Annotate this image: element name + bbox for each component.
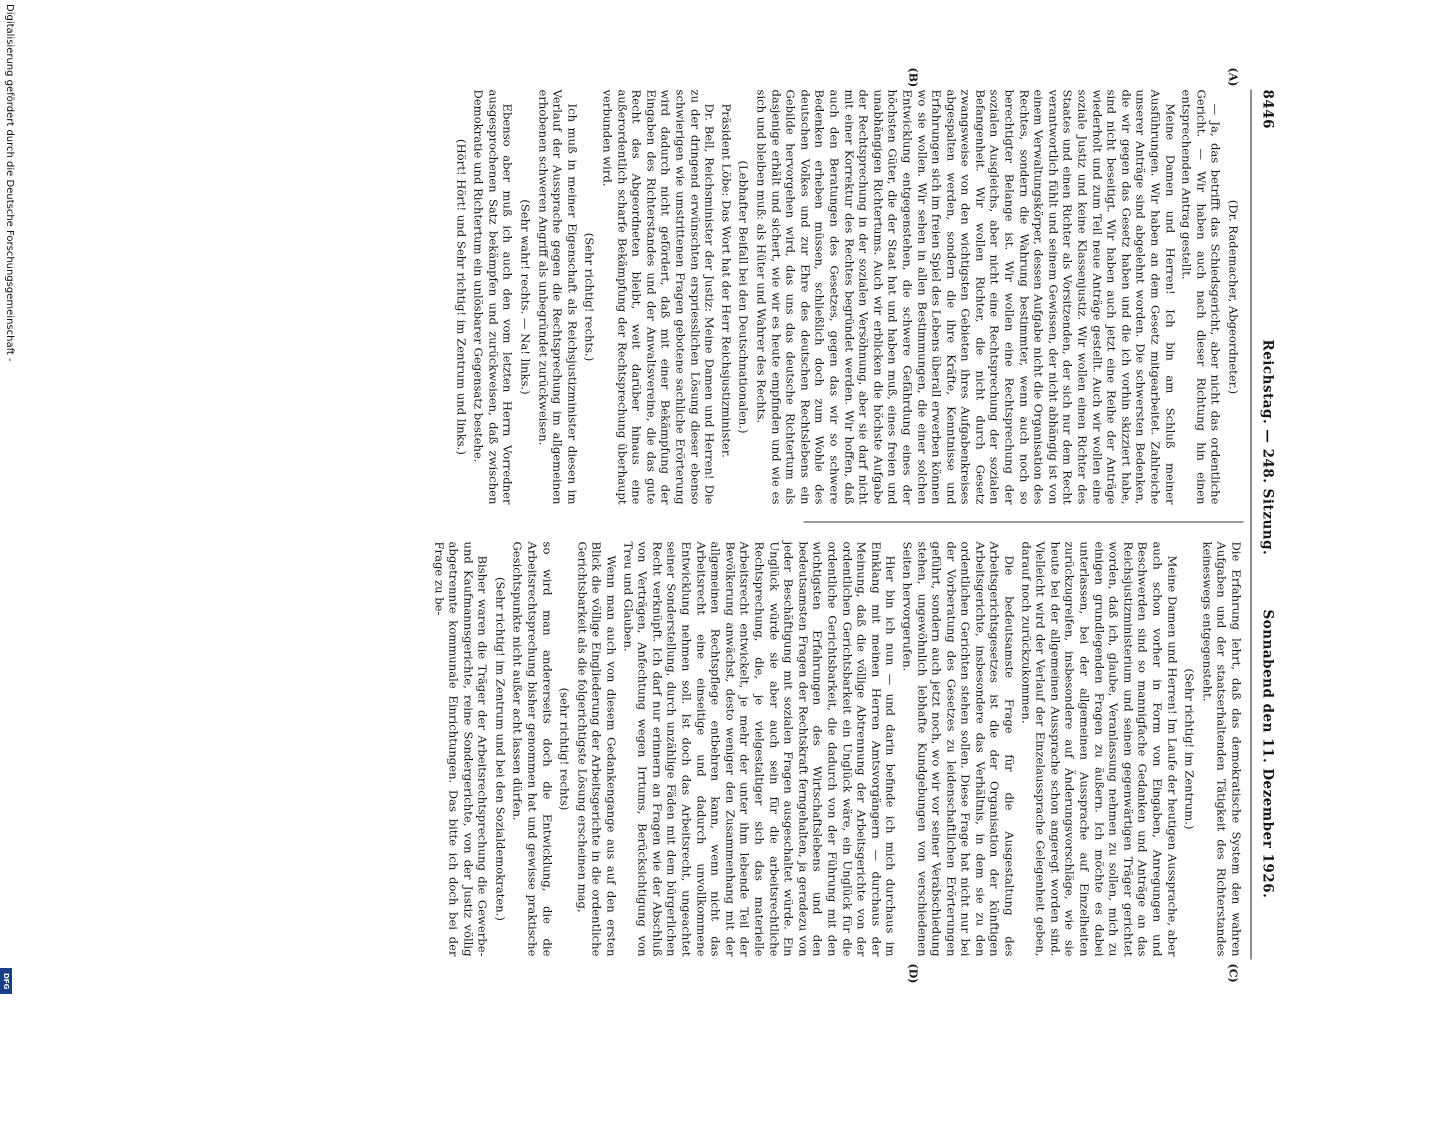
dfg-logo: DFG	[0, 968, 12, 994]
interjection: (Sehr richtig! im Zentrum.)	[1182, 668, 1197, 830]
column-divider	[804, 522, 1244, 523]
paragraph: Hier bin ich nun — und darin befinde ich mich durchaus im Einklang mit meinen Herren Amtsvorgängern — durchaus der Meinung, daß die völlige Abtrennung der Arbeitsgerichte von der ordentlichen Gerichtsbarkeit ein Unglück wäre, ein Unglück für die ordentliche Gerichtsbarkeit, die dadurch von der Führung mit den wichtigsten Erfahrungen des Wirtschaftslebens und den bedeutsamsten Fragen der Rechtskraft ferngehalten, ja geradezu von jeder Beschäftigung mit sozialen Fragen ausgeschaltet würde. Ein Unglück würde sie aber auch sein für die arbeitsrechtliche Rechtsprechung, die, je vielgestaltiger sich das materielle Arbeitsrecht entwickelt, je mehr der unter ihm lebende Teil der Bevölkerung anwächst, desto weniger den Zusammenhang mit der allgemeinen Rechtspflege entbehren kann, wenn nicht das Arbeitsrecht eine einseitige und dadurch unvollkommene Entwicklung nehmen soll. Ist doch das Arbeitsrecht, ungeachtet seiner Sonderstellung, durch unzählige Fäden mit dem bürgerlichen Recht verknüpft. Ich darf nur erinnern an Fragen wie der Abschluß von Verträgen, Anfechtung wegen Irrtums, Berücksichtigung von Treu und Glauben.	[621, 541, 898, 957]
session-title: Reichstag. — 248. Sitzung.	[1259, 339, 1276, 556]
document-sheet	[55, 67, 1280, 984]
interjection: (Hört! Hört! und Sehr richtig! im Zentrum und links.)	[454, 139, 469, 455]
margin-marker-d: (D)	[906, 963, 920, 984]
paragraph: (Dr. Rademacher, Abgeordneter.)	[1226, 199, 1241, 395]
interjection: (Sehr richtig! im Zentrum und bei den Sozialdemokraten.)	[493, 577, 508, 921]
interjection: (Sehr wahr! rechts. — Na! links.)	[518, 199, 533, 395]
interjection: (Sehr richtig! rechts.)	[582, 232, 597, 362]
digitization-credit-bar	[0, 0, 14, 1000]
margin-marker-b: (B)	[906, 67, 920, 88]
paragraph: Die bedeutsamste Frage für die Ausgestaltung des Arbeitsgerichtsgesetzes ist die der Organisation der künftigen Arbeitsgerichte, insbesondere das Verhältnis, in dem sie zu den ordentlichen Gerichten stehen sollen. Diese Frage hat nicht nur bei der Vorberatung des Gesetzes zu leidenschaftlichen Erörterungen geführt, sondern auch jetzt noch, wo wir vor seiner Verabschiedung stehen, ungewöhnlich lebhafte Kundgebungen von verschiedenen Seiten hervorgerufen.	[900, 541, 1017, 957]
right-column	[429, 542, 1243, 957]
left-column	[451, 90, 1244, 505]
paragraph: Ich muß in meiner Eigenschaft als Reichsjustizminister diesen im Verlauf der Aussprache gegen die Rechtsprechung im allgemeinen erhobenen schweren Angriff als unbegründet zurückweisen.	[536, 89, 580, 505]
page-header	[1252, 90, 1280, 960]
rotated-page	[233, 0, 1276, 1138]
paragraph: — Ja, das betrifft das Schiedsgericht, aber nicht das ordentliche Gericht. — Wir haben auch nach dieser Richtung hin einen entsprechenden Antrag gestellt.	[1179, 89, 1223, 505]
speaker-paragraph: Präsident Löbe: Das Wort hat der Herr Reichsjustizminister.	[719, 103, 734, 458]
speaker-paragraph: Dr. Bell, Reichsminister der Justiz: Meine Damen und Herren! Die zu der dringend erwünschten erspriesslichen Lösung dieser ebenso schwierigen wie umstrittenen Fragen gebotene sachliche Erörterung wird dadurch nicht gefördert, daß mit einer Bekämpfung der Eingaben des Richterstandes und der Anwaltsvereine, die das gute Recht des Abgeordneten bleibt, weit darüber hinaus eine außerordentlich scharfe Bekämpfung der Rechtsprechung überhaupt verbunden wird.	[600, 89, 717, 505]
paragraph: so wird man andererseits doch die Entwicklung, die die Arbeitsrechtsprechung bisher genommen hat und gewisse praktische Gesichtspunkte nicht außer acht lassen dürfen.	[511, 541, 555, 957]
paragraph: Bisher waren die Träger der Arbeitsrechtsprechung die Gewerbe- und Kaufmannsgerichte, reine Sondergerichte, von der Justiz völlig abgetrennte kommunale Einrichtungen. Das bitte ich doch bei der Frage zu be-	[432, 541, 490, 957]
paragraph: Ebenso aber muß ich auch den vom letzten Herrn Vorredner ausgesprochenen Satz bekämpfen und zurückweisen, daß zwischen Demokratie und Richtertum ein unlösbarer Gegensatz bestehe.	[471, 89, 515, 505]
margin-marker-c: (C)	[1226, 963, 1240, 983]
page-number: 8446	[1259, 89, 1276, 130]
paragraph: Die Erfahrung lehrt, daß das demokratische System den wahren Aufgaben und der staatserhaltenden Tätigkeit des Richterstandes keineswegs entgegensteht.	[1200, 541, 1244, 957]
margin-marker-a: (A)	[1226, 67, 1240, 87]
credit-text: Digitalisierung gefördert durch die Deutsche Forschungsgemeinschaft -	[4, 4, 15, 362]
session-date: Sonnabend den 11. Dezember 1926.	[1259, 609, 1276, 899]
interjection: (sehr richtig! rechts)	[557, 687, 572, 811]
header-rule	[1251, 90, 1252, 960]
paragraph: Meine Damen und Herren! Im Laufe der heutigen Aussprache, aber auch schon vorher in Form von Eingaben, Anregungen und Beschwerden sind so mannigfache Gedanken und Anträge an das Reichsjustizministerium und seinen gegenwärtigen Träger gerichtet worden, daß ich, glaube, Veranlassung nehmen zu sollen, mich zu einigen grundlegenden Fragen zu äußern. Ich möchte es dabei unterlassen, bei der allgemeinen Aussprache auf Einzelheiten zurückzugreifen, insbesondere auf Änderungsvorschläge, wie sie heute bei der allgemeinen Aussprache schon angeregt worden sind. Vielleicht wird der Verlauf der Einzelaussprache Gelegenheit geben, darauf noch zurückzukommen.	[1019, 541, 1180, 957]
paragraph: Meine Damen und Herren! Ich bin am Schluß meiner Ausführungen. Wir haben an dem Gesetz mitgearbeitet. Zahlreiche unserer Anträge sind abgelehnt worden. Die schwersten Bedenken, die wir gegen das Gesetz haben und die ich vorhin skizziert habe, sind nicht beseitigt. Wir haben auch jetzt eine Reihe der Anträge wiederholt und zum Teil neue Anträge gestellt. Auch wir wollen eine soziale Justiz und keine Klassenjustiz. Wir wollen einen Richter des Staates und einen Richter als Vorsitzenden, der sich nur dem Recht verantwortlich fühlt und seinem Gewissen, der nicht abhängig ist von einem Verwaltungskörper, dessen Aufgabe nicht die Organisation des Rechtes, sondern die Wahrung bestimmter, wenn auch noch so berechtigter Belange ist. Wir wollen eine Rechtsprechung der sozialen Ausgleichs, aber nicht eine Rechtsprechung der sozialen Befangenheit. Wir wollen Richter, die nicht durch Gesetz zwangsweise von den wichtigsten Gebieten ihres Aufgabenkreises abgespalten werden, sondern die ihre Kräfte, Kenntnisse und Erfahrungen sich im freien Spiel des Lebens überall erwerben können wo sie wollen. Wir sehen in allen Bestimmungen, die einer solchen Entwicklung entgegenstehen, die schwere Gefährdung eines der höchsten Güter, die der Staat hat und haben muß, eines freien und unabhängigen Richtertums. Auch wir erblicken die höchste Aufgabe der Rechtsprechung in der sozialen Versöhnung, aber sie darf nicht mit einer Korrektur des Rechtes begründet werden. Wir hoffen, daß auch den Beratungen des Gesetzes, gegen das wir so schwere Bedenken erheben müssen, schließlich doch zum Wohle des deutschen Volkes und zur Ehre des deutschen Rechtslebens ein Gebilde hervorgehen wird, das uns das deutsche Richtertum als dasjenige erhält und sichert, wie wir es heute empfinden und wie es sich und bleiben muß: als Hüter und Wahrer des Rechts.	[754, 89, 1178, 505]
paragraph: Wenn man auch von diesem Gedankengange aus auf den ersten Blick die völlige Eingliederung der Arbeitsgerichte in die ordentliche Gerichtsbarkeit als die folgerichtigste Lösung erscheinen mag,	[575, 541, 619, 957]
interjection: (Lebhafter Beifall bei den Deutschnationalen.)	[736, 160, 751, 434]
